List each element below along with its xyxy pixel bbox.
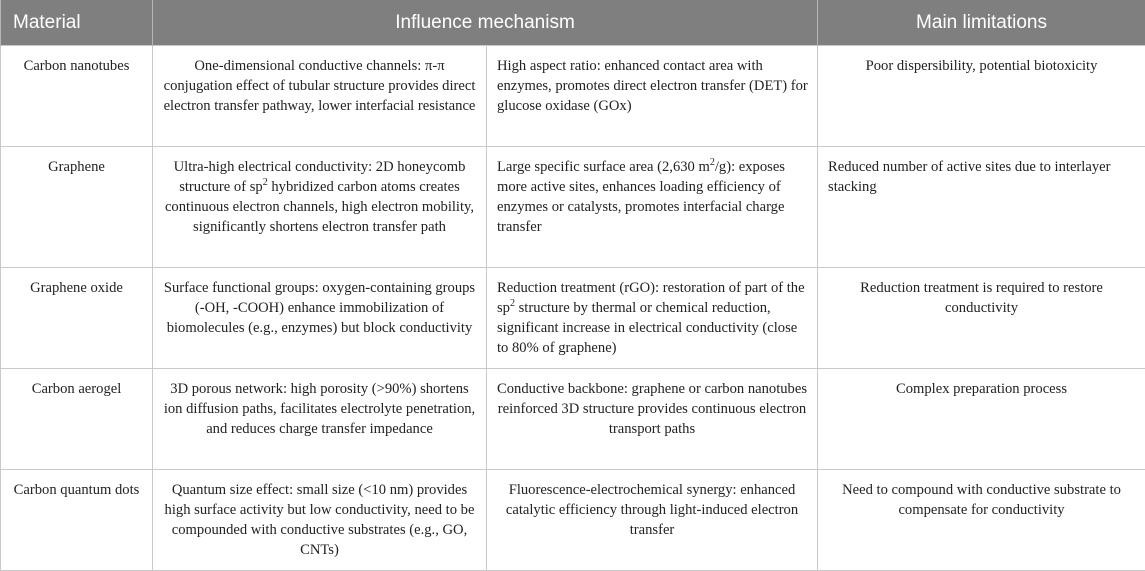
cell-mechanism: One-dimensional conductive channels: π-π conjugation effect of tubular structure provides direct electron transfer pathway, lower interfacial resistance (153, 46, 487, 147)
cell-limitation: Need to compound with conductive substrate to compensate for conductivity (818, 470, 1145, 571)
header-material: Material (1, 0, 153, 46)
cell-mechanism: Quantum size effect: small size (<10 nm) provides high surface activity but low conductivity, need to be compounded with conductive substrates (e.g., GO, CNTs) (153, 470, 487, 571)
cell-effect (487, 268, 818, 369)
table-row (1, 268, 1145, 369)
header-mechanism: Influence mechanism (153, 0, 818, 46)
text-segment: structure by thermal or chemical reduction, significant increase in electrical conductivity (close to 80% of graphene) (497, 300, 798, 356)
text-segment: Ultra-high electrical conductivity: 2D honeycomb structure of sp (173, 159, 466, 195)
cell-mechanism: 3D porous network: high porosity (>90%) shortens ion diffusion paths, facilitates electrolyte penetration, and reduces charge transfer impedance (153, 369, 487, 470)
cell-limitation: Poor dispersibility, potential biotoxicity (818, 46, 1145, 147)
cell-effect (487, 147, 818, 268)
superscript: 2 (709, 157, 715, 169)
superscript: 2 (509, 298, 515, 310)
cell-material: Carbon aerogel (1, 369, 153, 470)
table-row (1, 369, 1145, 470)
superscript: 2 (262, 177, 268, 189)
cell-limitation: Complex preparation process (818, 369, 1145, 470)
cell-material: Carbon quantum dots (1, 470, 153, 571)
cell-limitation: Reduction treatment is required to restore conductivity (818, 268, 1145, 369)
header-limitations: Main limitations (818, 0, 1145, 46)
text-segment: /g): exposes more active sites, enhances loading efficiency of enzymes or catalysts, promotes interfacial charge transfer (497, 159, 785, 235)
cell-effect: Fluorescence-electrochemical synergy: enhanced catalytic efficiency through light-induced electron transfer (487, 470, 818, 571)
cell-material: Carbon nanotubes (1, 46, 153, 147)
table-row (1, 147, 1145, 268)
cell-material: Graphene (1, 147, 153, 268)
text-segment: Reduction treatment (rGO): restoration of part of the sp (497, 280, 805, 316)
cell-mechanism (153, 147, 487, 268)
header-row (1, 0, 1145, 46)
cell-limitation: Reduced number of active sites due to interlayer stacking (818, 147, 1145, 268)
cell-material: Graphene oxide (1, 268, 153, 369)
cell-effect: Conductive backbone: graphene or carbon nanotubes reinforced 3D structure provides continuous electron transport paths (487, 369, 818, 470)
cell-mechanism: Surface functional groups: oxygen-containing groups (-OH, -COOH) enhance immobilization of biomolecules (e.g., enzymes) but block conductivity (153, 268, 487, 369)
table-row (1, 46, 1145, 147)
cell-effect: High aspect ratio: enhanced contact area with enzymes, promotes direct electron transfer (DET) for glucose oxidase (GOx) (487, 46, 818, 147)
text-segment: Large specific surface area (2,630 m (497, 159, 710, 175)
table-row (1, 470, 1145, 571)
text-segment: hybridized carbon atoms creates continuous electron channels, high electron mobility, significantly shortens electron transfer path (164, 179, 475, 235)
